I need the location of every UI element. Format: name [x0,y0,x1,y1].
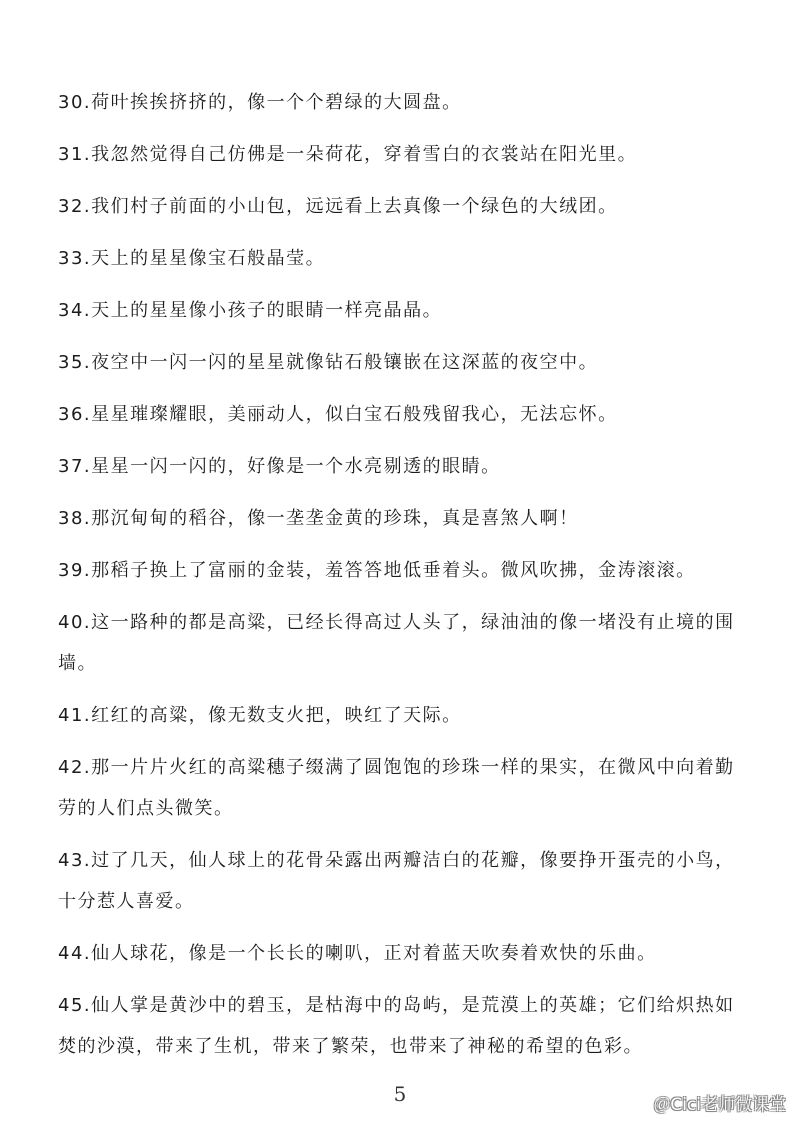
list-item: 32.我们村子前面的小山包，远远看上去真像一个绿色的大绒团。 [58,196,618,217]
list-item: 34.天上的星星像小孩子的眼睛一样亮晶晶。 [58,300,443,321]
list-item: 43.过了几天，仙人球上的花骨朵露出两瓣洁白的花瓣，像要挣开蛋壳的小鸟，十分惹人喜爱。 [58,850,735,912]
watermark: ＠Cici老师微课堂 [653,1095,786,1115]
list-item: 35.夜空中一闪一闪的星星就像钻石般镶嵌在这深蓝的夜空中。 [58,352,599,373]
list-item: 37.星星一闪一闪的，好像是一个水亮剔透的眼睛。 [58,456,501,477]
list-item: 44.仙人球花，像是一个长长的喇叭，正对着蓝天吹奏着欢快的乐曲。 [58,943,657,964]
list-item: 38.那沉甸甸的稻谷，像一垄垄金黄的珍珠，真是喜煞人啊！ [58,508,579,529]
list-item: 41.红红的高粱，像无数支火把，映红了天际。 [58,705,462,726]
list-item: 33.天上的星星像宝石般晶莹。 [58,248,326,269]
list-item: 40.这一路种的都是高粱，已经长得高过人头了，绿油油的像一堵没有止境的围墙。 [58,612,735,674]
list-item: 30.荷叶挨挨挤挤的，像一个个碧绿的大圆盘。 [58,92,462,113]
list-item: 39.那稻子换上了富丽的金装，羞答答地低垂着头。微风吹拂，金涛滚滚。 [58,560,696,581]
list-item: 42.那一片片火红的高粱穗子缀满了圆饱饱的珍珠一样的果实，在微风中向着勤劳的人们点头微笑。 [58,757,735,819]
list-item: 36.星星璀璨耀眼，美丽动人，似白宝石般残留我心，无法忘怀。 [58,404,618,425]
list-item: 45.仙人掌是黄沙中的碧玉，是枯海中的岛屿，是荒漠上的英雄；它们给炽热如焚的沙漠，带来了生机，带来了繁荣，也带来了神秘的希望的色彩。 [58,995,735,1057]
list-item: 31.我忽然觉得自己仿佛是一朵荷花，穿着雪白的衣裳站在阳光里。 [58,144,638,165]
sentence-list [58,82,748,1078]
page-number: 5 [393,1082,407,1106]
